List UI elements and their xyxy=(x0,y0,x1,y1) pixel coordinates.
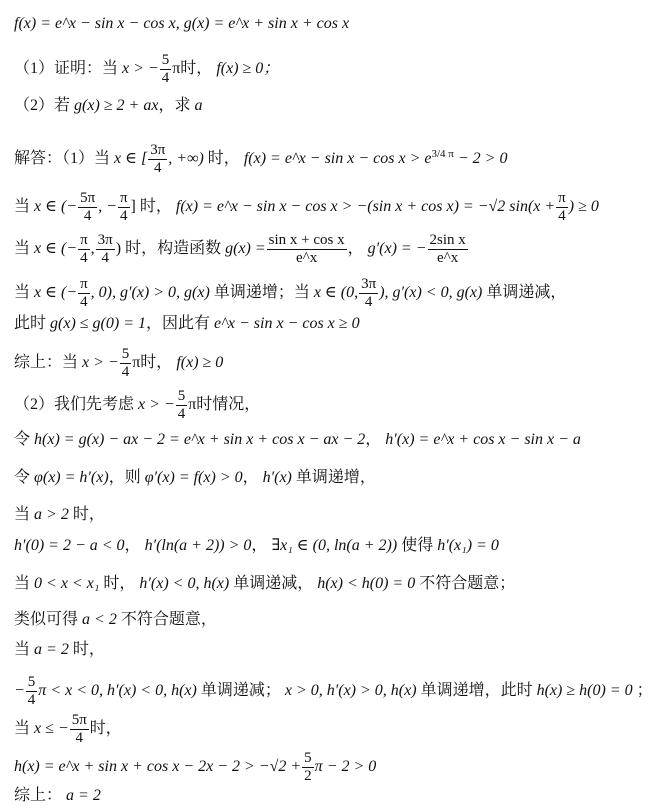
math-expression: x ∈ (0, xyxy=(313,284,359,302)
math-expression: h(x) = g(x) − ax − 2 = e^x + sin x + cos x − ax − 2 xyxy=(34,431,366,448)
text: （2）我们先考虑 xyxy=(14,396,135,414)
text: 时，构造函数 xyxy=(125,240,222,258)
text: π时， xyxy=(172,60,213,78)
numerator: sin x + cos x xyxy=(268,232,345,248)
bracket: ) xyxy=(115,240,122,258)
numerator: π xyxy=(558,190,566,206)
text: 当 xyxy=(14,198,31,216)
denominator: e^x xyxy=(437,250,459,266)
math-expression: h′(x) xyxy=(262,469,292,486)
text: 当 xyxy=(14,240,31,258)
line-8 xyxy=(14,314,360,334)
text: 时， xyxy=(103,575,136,592)
text: （1）证明：当 xyxy=(14,60,119,78)
fraction xyxy=(96,232,115,267)
denominator: 4 xyxy=(364,294,373,310)
math-expression: 0 < x < x₁ xyxy=(34,575,100,592)
math-expression: φ(x) = h′(x) xyxy=(34,469,109,486)
denominator: 4 xyxy=(153,160,162,176)
text: 当 xyxy=(14,284,31,302)
line-5 xyxy=(14,190,599,225)
text: 此时 xyxy=(14,315,47,332)
math-expression: f(x) = e^x − sin x − cos x > −(sin x + cos x) = −√2 sin(x + xyxy=(175,198,556,216)
line-21 xyxy=(14,786,101,806)
math-expression: π < x < 0, h′(x) < 0, h(x) xyxy=(38,682,197,700)
fraction xyxy=(302,750,314,785)
math-expression: f(x) ≥ 0 xyxy=(176,354,224,372)
numerator: π xyxy=(80,276,88,292)
text: 综上：当 xyxy=(14,354,79,372)
math-expression: f(x) = e^x − sin x − cos x > e xyxy=(243,150,432,168)
math-expression: x ∈ [ xyxy=(114,150,148,168)
denominator: 4 xyxy=(75,730,83,746)
math-expression: − xyxy=(14,682,25,700)
math-expression: x > − xyxy=(82,354,119,372)
math-expression: a > 2 xyxy=(34,506,69,523)
text: 解答：（1）当 xyxy=(14,150,111,168)
text: 令 xyxy=(14,469,31,486)
denominator: 4 xyxy=(101,250,109,266)
exponent: 3/4 π xyxy=(431,147,454,160)
text: 单调递减， xyxy=(233,575,314,592)
text: 类似可得 xyxy=(14,611,79,628)
math-expression: x ≤ − xyxy=(34,720,69,738)
denominator: 4 xyxy=(558,208,566,224)
fraction xyxy=(120,346,132,381)
numerator: 5 xyxy=(27,674,36,690)
fraction xyxy=(70,712,89,747)
line-10 xyxy=(14,388,260,423)
math-expression: , − xyxy=(98,198,117,216)
math-expression: h′(ln(a + 2)) > 0 xyxy=(144,537,252,554)
math-expression: π − 2 > 0 xyxy=(314,758,377,776)
numerator: 5 xyxy=(177,388,186,404)
line-11 xyxy=(14,430,581,450)
math-expression: g(x) = xyxy=(225,240,266,258)
math-expression: a < 2 xyxy=(82,611,117,628)
text: 当 xyxy=(14,575,31,592)
fraction xyxy=(176,388,188,423)
text: 单调递增；当 xyxy=(213,284,310,302)
math-expression: ), g′(x) < 0, g(x) xyxy=(379,284,483,302)
text: 当 xyxy=(14,641,31,658)
denominator: 4 xyxy=(27,692,36,708)
text: ，则 xyxy=(108,469,141,486)
denominator: 4 xyxy=(121,364,130,380)
text: 使得 xyxy=(401,537,434,554)
line-4 xyxy=(14,142,507,177)
math-expression: x > − xyxy=(122,60,159,78)
math-expression: x ∈ (− xyxy=(34,240,78,258)
line-2 xyxy=(14,52,279,87)
fraction xyxy=(556,190,568,225)
bracket: ] xyxy=(130,198,136,216)
text: ， xyxy=(251,537,268,554)
math-expression: g(x) ≤ g(0) = 1 xyxy=(50,315,147,332)
math-expression: f(x) = e^x − sin x − cos x, g(x) = e^x + sin x + cos x xyxy=(14,15,350,32)
text: π时， xyxy=(132,354,173,372)
text: 单调递减， xyxy=(486,284,567,302)
numerator: 5 xyxy=(161,52,170,68)
text: 单调递增， xyxy=(295,469,376,486)
math-expression: a = 2 xyxy=(66,787,101,804)
fraction xyxy=(78,232,90,267)
text: π时情况， xyxy=(188,396,261,414)
math-expression: − 2 > 0 xyxy=(457,150,508,168)
numerator: 3π xyxy=(150,142,166,158)
denominator: 4 xyxy=(177,406,186,422)
text: ， xyxy=(124,537,141,554)
math-expression: , 0), g′(x) > 0, g(x) xyxy=(90,284,210,302)
math-expression: φ′(x) = f(x) > 0 xyxy=(144,469,243,486)
text: 时， xyxy=(72,641,105,658)
text: 综上： xyxy=(14,787,63,804)
numerator: 5 xyxy=(304,750,312,766)
numerator: π xyxy=(119,190,128,206)
comma: , xyxy=(90,240,95,258)
line-20 xyxy=(14,750,376,785)
math-expression: h′(x) = e^x + cos x − sin x − a xyxy=(385,431,581,448)
fraction xyxy=(160,52,172,87)
text: ，求 xyxy=(158,97,191,114)
fraction xyxy=(148,142,167,177)
text: 时， xyxy=(89,720,122,738)
line-14 xyxy=(14,536,499,556)
line-16 xyxy=(14,610,217,630)
denominator: 4 xyxy=(83,208,92,224)
fraction xyxy=(267,232,347,267)
line-12 xyxy=(14,468,376,488)
math-expression: a xyxy=(194,97,203,114)
line-19 xyxy=(14,712,122,747)
math-expression: x ∈ (− xyxy=(34,198,78,216)
line-3 xyxy=(14,96,202,116)
line-13 xyxy=(14,505,105,525)
line-15 xyxy=(14,574,515,594)
math-expression: f(x) ≥ 0； xyxy=(216,60,280,78)
fraction xyxy=(78,276,90,311)
numerator: 3π xyxy=(97,232,113,248)
denominator: 4 xyxy=(120,208,128,224)
numerator: 3π xyxy=(361,276,377,292)
denominator: 4 xyxy=(161,70,170,86)
math-expression: h(x) = e^x + sin x + cos x − 2x − 2 > −√2 + xyxy=(14,758,302,776)
text: 不符合题意； xyxy=(419,575,516,592)
math-expression: g(x) ≥ 2 + ax xyxy=(74,97,159,114)
numerator: 5 xyxy=(121,346,130,362)
fraction xyxy=(428,232,468,267)
math-expression: h(x) < h(0) = 0 xyxy=(317,575,416,592)
math-expression: h(x) ≥ h(0) = 0 xyxy=(536,682,633,700)
math-expression: x > 0, h′(x) > 0, h(x) xyxy=(284,682,417,700)
line-6 xyxy=(14,232,469,267)
fraction xyxy=(118,190,130,225)
numerator: 2sin x xyxy=(429,232,466,248)
math-expression: h′(x) < 0, h(x) xyxy=(139,575,230,592)
text: 时， xyxy=(72,506,105,523)
text: 单调递减； xyxy=(200,682,281,700)
text: 不符合题意， xyxy=(120,611,217,628)
text: （2）若 xyxy=(14,97,71,114)
text: 当 xyxy=(14,506,31,523)
line-7 xyxy=(14,276,566,311)
text: ， xyxy=(365,431,382,448)
fraction xyxy=(359,276,378,311)
math-expression: g′(x) = − xyxy=(367,240,427,258)
line-1 xyxy=(14,14,349,34)
math-expression: , +∞) xyxy=(168,150,204,168)
text: 单调递增，此时 xyxy=(420,682,533,700)
numerator: 5π xyxy=(71,712,87,728)
math-expression: x ∈ (− xyxy=(34,284,78,302)
math-expression: h′(x₁) = 0 xyxy=(437,537,499,554)
fraction xyxy=(78,190,97,225)
math-expression: a = 2 xyxy=(34,641,69,658)
math-expression: x > − xyxy=(138,396,175,414)
math-expression: ∃x₁ ∈ (0, ln(a + 2)) xyxy=(271,537,398,554)
line-17 xyxy=(14,640,105,660)
denominator: e^x xyxy=(296,250,318,266)
line-9 xyxy=(14,346,223,381)
text: 时， xyxy=(139,198,172,216)
math-expression: h′(0) = 2 − a < 0 xyxy=(14,537,125,554)
line-18 xyxy=(14,674,653,709)
text: 令 xyxy=(14,431,31,448)
math-expression: e^x − sin x − cos x ≥ 0 xyxy=(214,315,360,332)
text: 当 xyxy=(14,720,31,738)
text: ，因此有 xyxy=(146,315,211,332)
numerator: π xyxy=(80,232,88,248)
text: 时， xyxy=(207,150,240,168)
fraction xyxy=(26,674,38,709)
denominator: 4 xyxy=(80,250,88,266)
text: ， xyxy=(242,469,259,486)
denominator: 2 xyxy=(304,768,312,784)
math-expression: ) ≥ 0 xyxy=(568,198,599,216)
text: ， xyxy=(347,240,364,258)
numerator: 5π xyxy=(80,190,96,206)
text: ； xyxy=(636,682,653,700)
denominator: 4 xyxy=(80,294,88,310)
